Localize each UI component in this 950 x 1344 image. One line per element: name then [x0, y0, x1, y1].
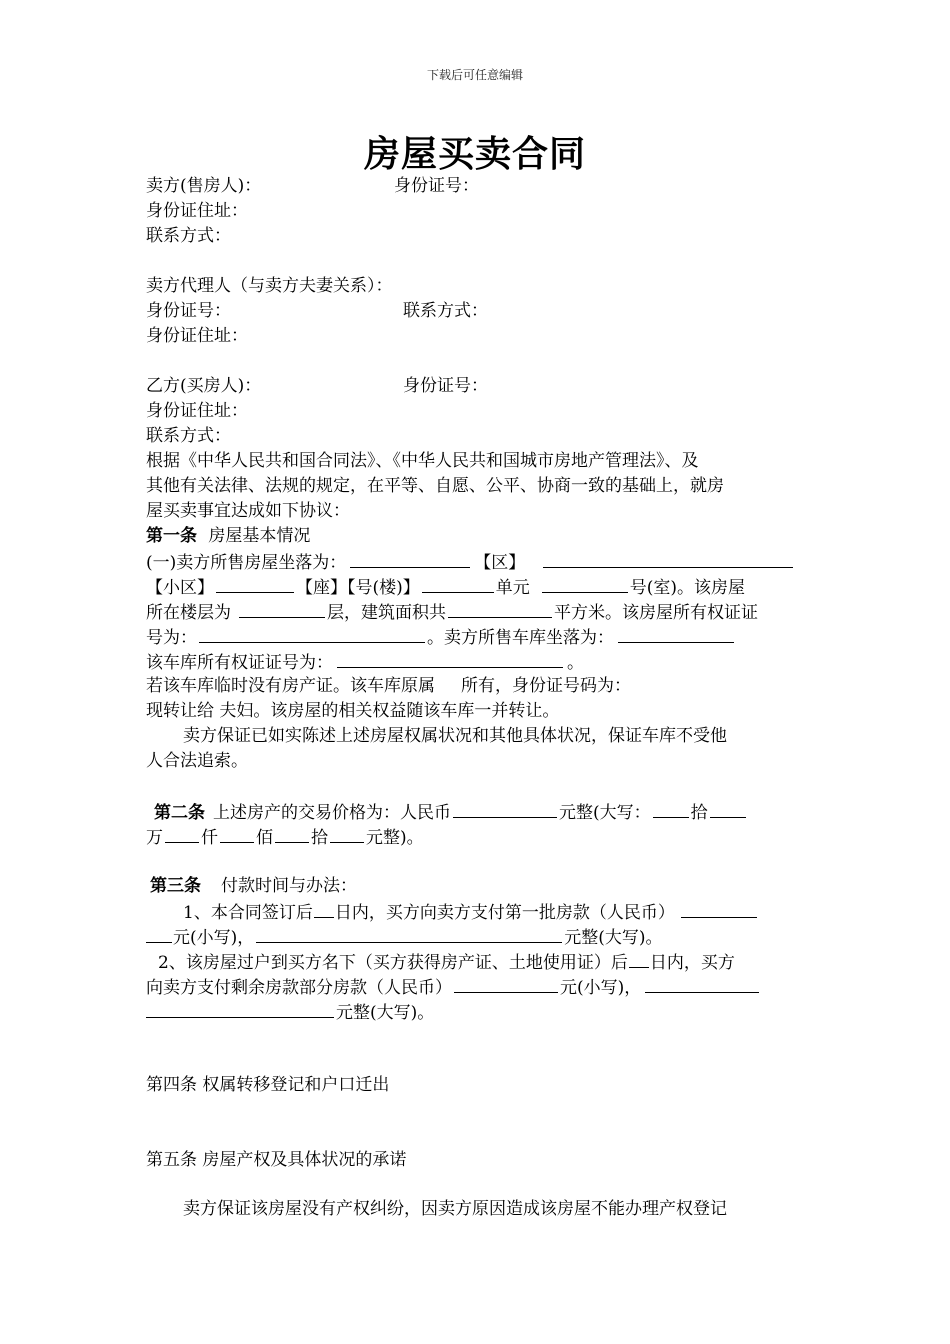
text: 元整(大写：: [559, 803, 651, 823]
article3-heading-line: [150, 874, 357, 898]
article1-line-1: [146, 549, 793, 575]
text: 日内，买方向卖方支付第一批房款（人民币）: [334, 903, 675, 923]
blank-field: [453, 799, 557, 818]
seller-label: 卖方(售房人)：: [146, 176, 262, 196]
buyer-label: 乙方(买房人)：: [146, 376, 262, 396]
text: 【区】: [474, 553, 526, 573]
blank-field: [165, 824, 199, 843]
text: 拾: [311, 828, 328, 848]
buyer-address-label: 身份证住址：: [146, 401, 248, 421]
text: 若该车库临时没有房产证。该车库原属: [146, 676, 435, 696]
blank-field: [542, 574, 628, 593]
blank-field: [454, 974, 558, 993]
blank-field: [448, 599, 552, 618]
text: 。: [567, 653, 584, 673]
agent-line: [146, 299, 488, 323]
blank-field: [422, 574, 494, 593]
text: 万: [146, 828, 163, 848]
agent-id-label: 身份证号：: [146, 301, 231, 321]
text: 号(室)。该房屋: [629, 578, 746, 598]
header-note: 下载后可任意编辑: [426, 68, 523, 82]
blank-field: [275, 824, 309, 843]
blank-field: [629, 949, 649, 968]
article2-line-2: [146, 824, 424, 850]
agent-contact-label: 联系方式：: [403, 301, 488, 321]
article3-p1-line-2: [146, 924, 663, 950]
article1-line-6: [146, 674, 631, 698]
article3-title: 付款时间与办法：: [221, 876, 357, 896]
text: 向卖方支付剩余房款部分房款（人民币）: [146, 978, 452, 998]
text: 2、该房屋过户到买方名下（买方获得房产证、土地使用证）后: [158, 953, 628, 973]
blank-field: [239, 599, 325, 618]
preamble-line-3: 屋买卖事宜达成如下协议：: [146, 501, 350, 521]
text: 所在楼层为: [146, 603, 231, 623]
preamble-line-2: 其他有关法律、法规的规定，在平等、自愿、公平、协商一致的基础上，就房: [146, 476, 724, 496]
text: 拾: [690, 803, 708, 823]
text: 元整(大写)。: [564, 928, 663, 948]
article1-line-5: [146, 649, 584, 675]
buyer-contact-label: 联系方式：: [146, 426, 231, 446]
agent-label: 卖方代理人（与卖方夫妻关系）：: [146, 276, 393, 296]
seller-address-label: 身份证住址：: [146, 201, 248, 221]
blank-field: [653, 799, 689, 818]
article3-p1-line-1: [183, 899, 757, 925]
text: 所有，身份证号码为：: [461, 676, 631, 696]
text: 佰: [256, 828, 273, 848]
text: 元整)。: [366, 828, 424, 848]
blank-field: [337, 649, 563, 668]
article5-heading: 第五条 房屋产权及具体状况的承诺: [146, 1150, 407, 1170]
text: 单元: [495, 578, 530, 598]
text: 上述房产的交易价格为：人民币: [213, 803, 451, 823]
blank-field: [220, 824, 254, 843]
document-title: 房屋买卖合同: [363, 133, 586, 175]
blank-field: [618, 624, 734, 643]
blank-field: [314, 899, 334, 918]
text: 层，建筑面积共: [327, 603, 446, 623]
buyer-line: [146, 374, 488, 398]
article1-heading: 第一条: [146, 526, 197, 546]
text: 【小区】: [146, 578, 214, 598]
blank-field: [330, 824, 364, 843]
text: 仟: [201, 828, 218, 848]
seller-line: [146, 174, 479, 198]
text: 平方米。该房屋所有权证证: [554, 603, 758, 623]
article2-line-1: [154, 799, 748, 825]
article3-p2-line-2: [146, 974, 759, 1000]
text: 【座】【号(楼)】: [296, 578, 420, 598]
article3-heading: 第三条: [150, 876, 201, 896]
seller-id-label: 身份证号：: [394, 176, 479, 196]
text: 元(小写)，: [560, 978, 642, 998]
seller-contact-label: 联系方式：: [146, 226, 231, 246]
article3-p2-line-3: [146, 999, 434, 1025]
blank-field: [681, 899, 757, 918]
text: 日内，买方: [649, 953, 735, 973]
text: 。卖方所售车库坐落为：: [427, 628, 614, 648]
article1-heading-line: [146, 524, 310, 548]
blank-field: [350, 549, 470, 568]
blank-field: [543, 549, 793, 568]
text: 元(小写)，: [173, 928, 255, 948]
text: 号为：: [146, 628, 197, 648]
text: 元整(大写)。: [336, 1003, 435, 1023]
blank-field: [256, 924, 562, 943]
text: 1、本合同签订后: [183, 903, 313, 923]
blank-field: [645, 974, 759, 993]
article1-line-9: 人合法追索。: [146, 751, 248, 771]
article1-title: 房屋基本情况: [208, 526, 311, 546]
article1-line-4: [146, 624, 734, 650]
text: (一)卖方所售房屋坐落为：: [146, 553, 347, 573]
blank-field: [199, 624, 425, 643]
article5-paragraph-1: 卖方保证该房屋没有产权纠纷，因卖方原因造成该房屋不能办理产权登记: [183, 1199, 727, 1219]
buyer-id-label: 身份证号：: [403, 376, 488, 396]
article4-heading: 第四条 权属转移登记和户口迁出: [146, 1075, 390, 1095]
blank-field: [710, 799, 746, 818]
article2-heading: 第二条: [154, 803, 205, 823]
blank-field: [146, 999, 334, 1018]
article1-line-2: [146, 574, 745, 600]
preamble-line-1: 根据《中华人民共和国合同法》、《中华人民共和国城市房地产管理法》、及: [146, 451, 699, 471]
text: 该车库所有权证证号为：: [146, 653, 333, 673]
article1-line-7: 现转让给 夫妇。该房屋的相关权益随该车库一并转让。: [146, 701, 560, 721]
agent-address-label: 身份证住址：: [146, 326, 248, 346]
blank-field: [216, 574, 294, 593]
article3-p2-line-1: [158, 949, 735, 975]
article1-line-8: 卖方保证已如实陈述上述房屋权属状况和其他具体状况，保证车库不受他: [183, 726, 727, 746]
article1-line-3: [146, 599, 758, 625]
blank-field: [146, 924, 172, 943]
